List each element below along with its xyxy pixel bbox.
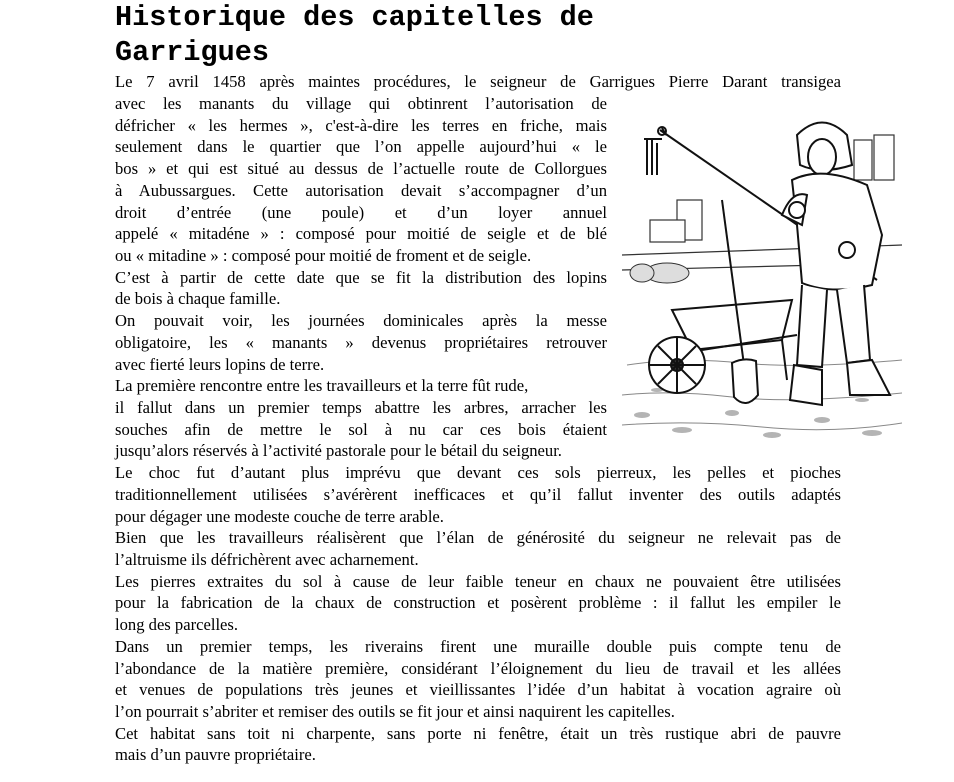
text-line: Le choc fut d’autant plus imprévu que devant ces sols pierreux, les pelles et pioches xyxy=(115,463,841,482)
text-line: pour la fabrication de la chaux de construction et posèrent problème : il fallut les empiler le xyxy=(115,593,841,612)
text-line: à Aubussargues. Cette autorisation devait s’accompagner d’un xyxy=(115,181,607,200)
text-line: On pouvait voir, les journées dominicales après la messe xyxy=(115,311,607,330)
text-line: long des parcelles. xyxy=(115,615,239,634)
text-line: ou « mitadine » : composé pour moitié de froment et de seigle. xyxy=(115,246,532,265)
text-line: obligatoire, les « manants » devenus propriétaires retrouver xyxy=(115,333,607,352)
text-line: seulement dans le quartier que l’on appelle aujourd’hui « le xyxy=(115,137,607,156)
text-line: avec fierté leurs lopins de terre. xyxy=(115,355,325,374)
title-line-1: Historique des capitelles de xyxy=(115,1,594,34)
text-line: l’altruisme ils défrichèrent avec acharnement. xyxy=(115,550,419,569)
text-line: Le 7 avril 1458 après maintes procédures, le seigneur de Garrigues Pierre Darant transigea xyxy=(115,72,841,91)
text-line: défricher « les hermes », c'est-à-dire les terres en friche, mais xyxy=(115,116,607,135)
text-line: souches afin de mettre le sol à nu car ces bois étaient xyxy=(115,420,607,439)
text-line: droit d’entrée (une poule) et d’un loyer annuel xyxy=(115,203,607,222)
text-line: il fallut dans un premier temps abattre les arbres, arracher les xyxy=(115,398,607,417)
text-line: La première rencontre entre les travailleurs et la terre fût rude, xyxy=(115,376,529,395)
text-line: appelé « mitadéne » : composé pour moitié de seigle et de blé xyxy=(115,224,607,243)
peasant-illustration xyxy=(622,95,902,443)
text-line: jusqu’alors réservés à l’activité pastorale pour le bétail du seigneur. xyxy=(115,441,562,460)
title-line-2: Garrigues xyxy=(115,36,269,69)
peasant-with-pickaxe-icon xyxy=(622,95,902,443)
text-line: de bois à chaque famille. xyxy=(115,289,281,308)
text-line: avec les manants du village qui obtinrent l’autorisation de xyxy=(115,94,607,113)
text-line: mais d’un pauvre propriétaire. xyxy=(115,745,316,764)
text-line: traditionnellement utilisées s’avérèrent inefficaces et qu’il fallut inventer des outils adaptés xyxy=(115,485,841,504)
text-line: Dans un premier temps, les riverains firent une muraille double puis compte tenu de xyxy=(115,637,841,656)
text-line: C’est à partir de cette date que se fit la distribution des lopins xyxy=(115,268,607,287)
text-line: et venues de populations très jeunes et vieillissantes l’idée d’un habitat à vocation agraire où xyxy=(115,680,841,699)
text-line: pour dégager une modeste couche de terre arable. xyxy=(115,507,444,526)
document-title xyxy=(115,0,675,70)
text-line: Les pierres extraites du sol à cause de leur faible teneur en chaux ne pouvaient être utilisées xyxy=(115,572,841,591)
text-line: l’abondance de la matière première, considérant l’éloignement du lieu de travail et les allées xyxy=(115,659,841,678)
text-line: Cet habitat sans toit ni charpente, sans porte ni fenêtre, était un très rustique abri de pauvre xyxy=(115,724,841,743)
text-line: bos » et qui est situé au dessus de l’actuelle route de Collorgues xyxy=(115,159,607,178)
text-line: l’on pourrait s’abriter et remiser des outils se fit jour et ainsi naquirent les capitelles. xyxy=(115,702,675,721)
text-line: Bien que les travailleurs réalisèrent que l’élan de générosité du seigneur ne relevait pas de xyxy=(115,528,841,547)
